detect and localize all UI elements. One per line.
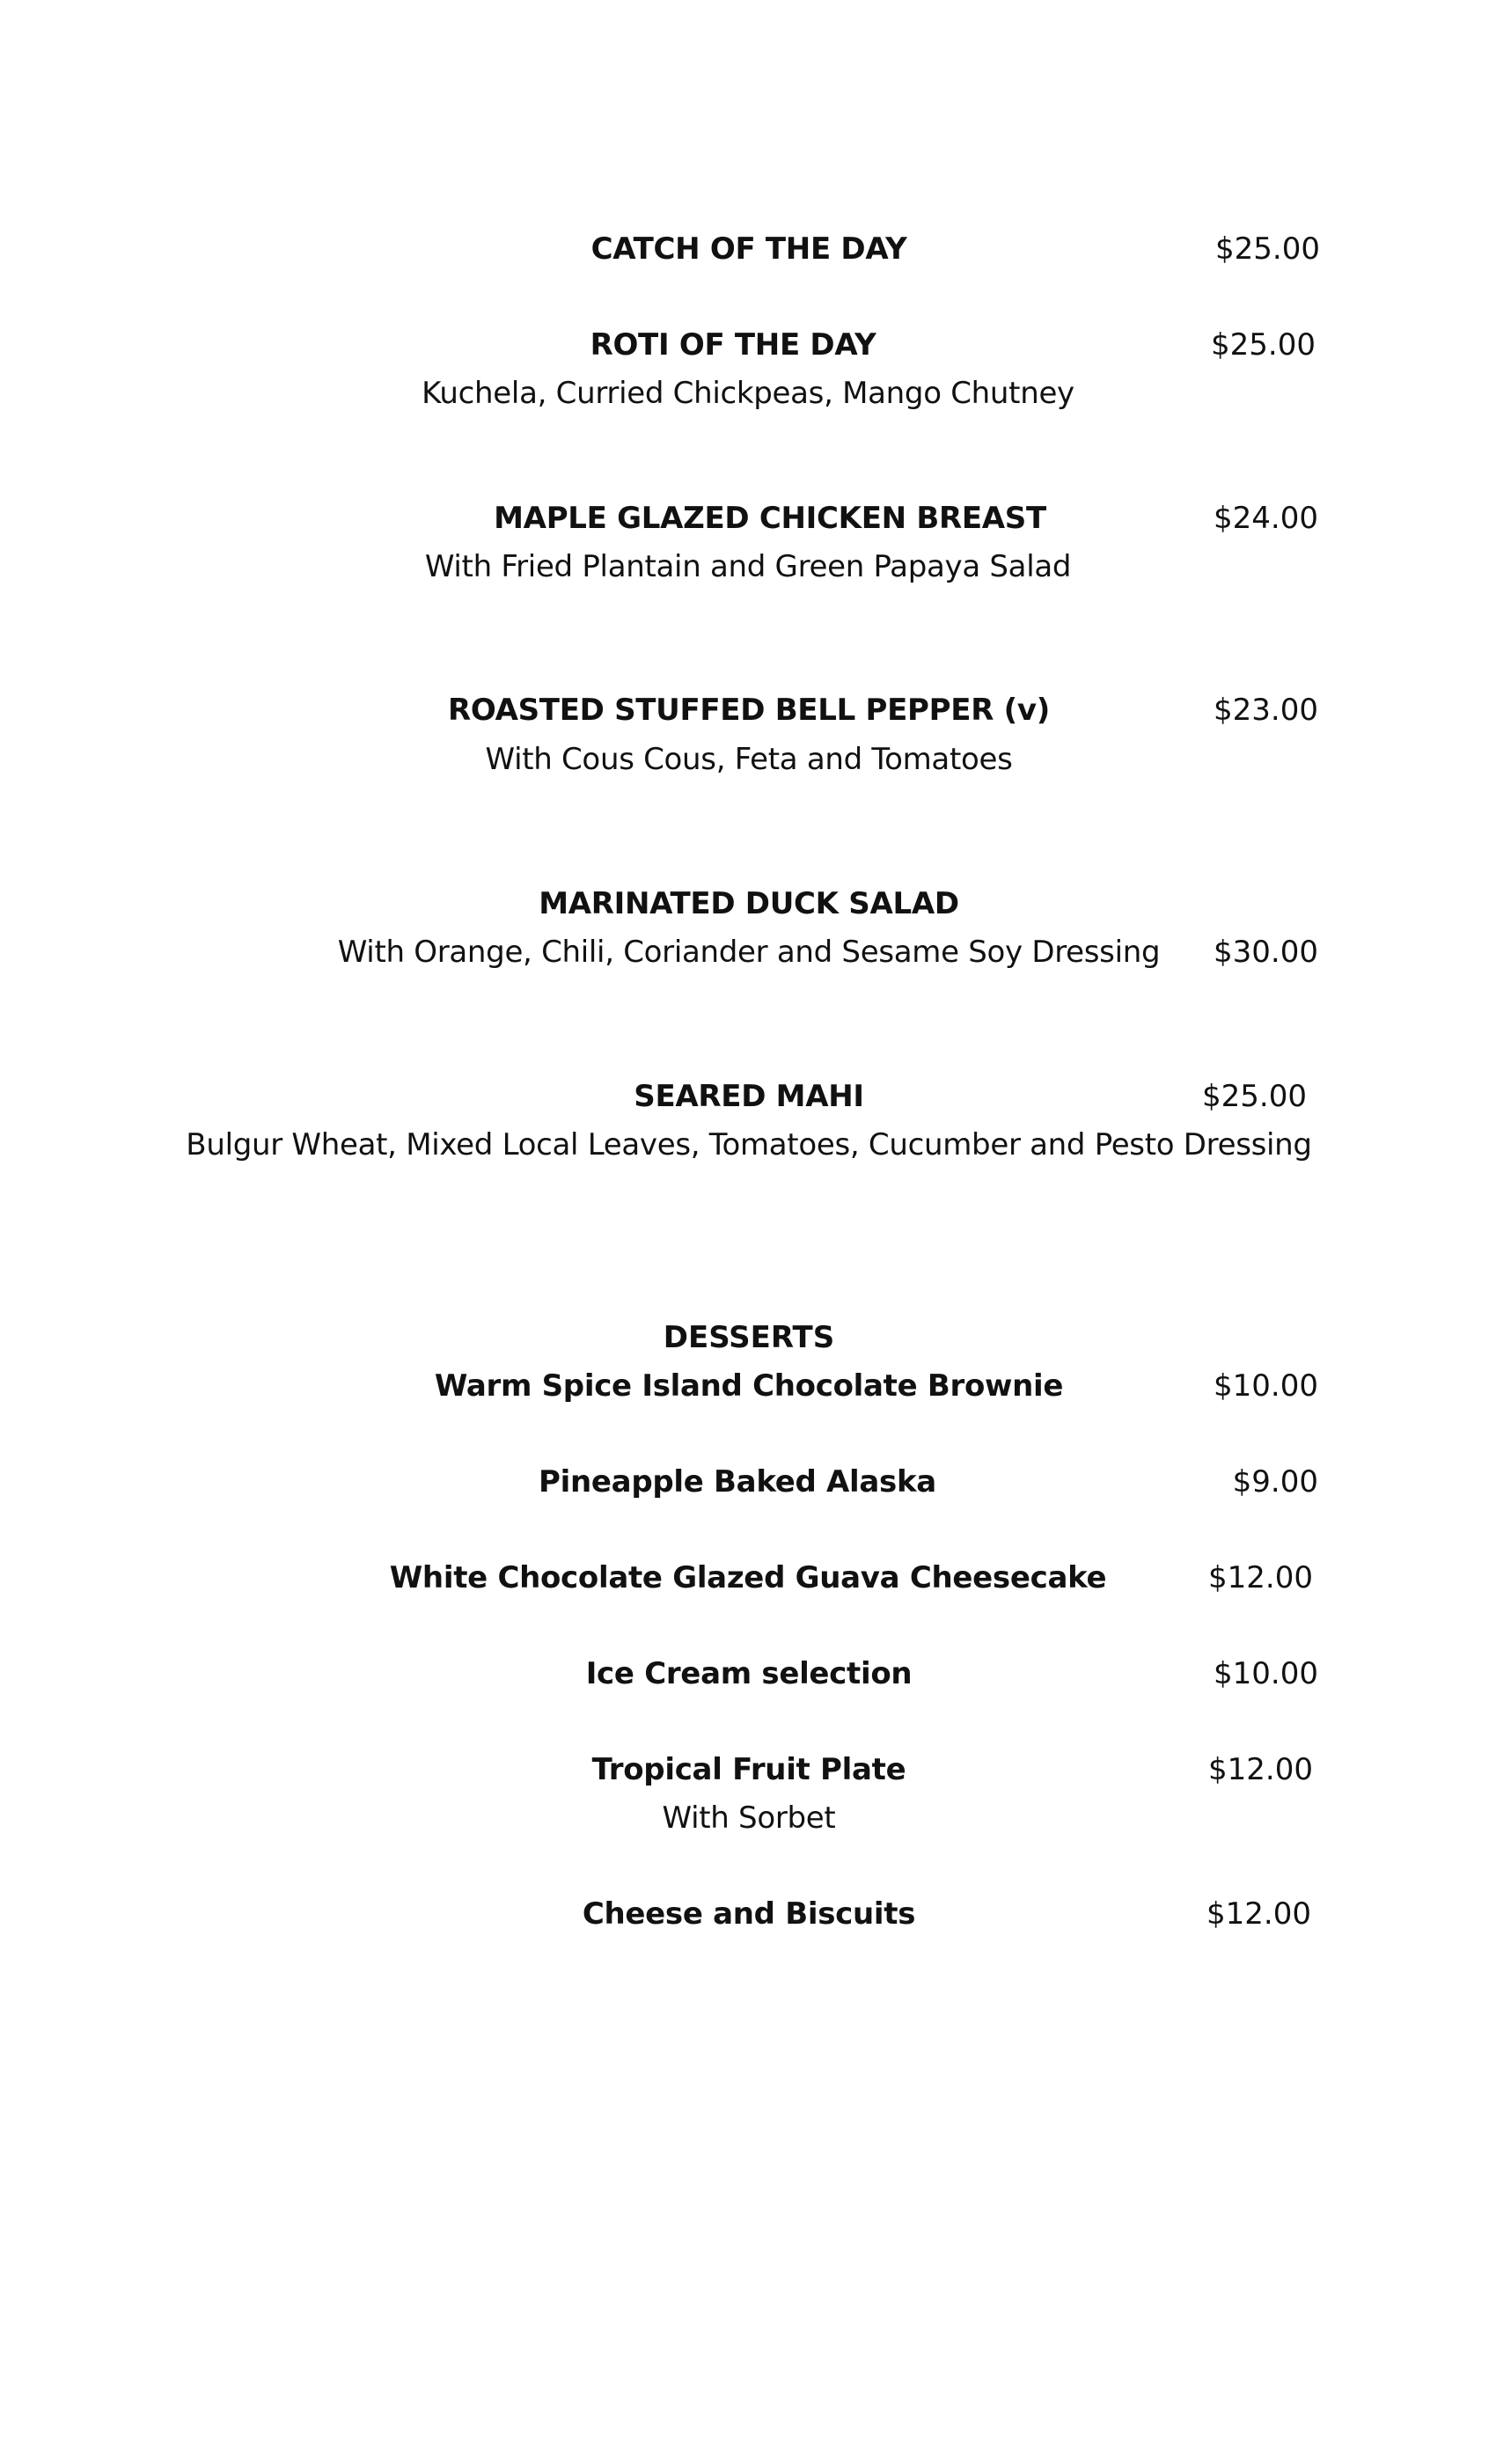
dessert-item-price: $12.00 [1208, 1560, 1313, 1595]
menu-item-name: ROASTED STUFFED BELL PEPPER (v) [448, 693, 1050, 728]
dessert-item-price: $12.00 [1208, 1752, 1313, 1787]
dessert-item-name: Ice Cream selection [585, 1656, 913, 1691]
dessert-item-name: Warm Spice Island Chocolate Brownie [434, 1368, 1064, 1404]
menu-item-price: $25.00 [1211, 327, 1316, 363]
menu-item-name: CATCH OF THE DAY [590, 231, 907, 267]
dessert-item-price: $10.00 [1214, 1368, 1318, 1404]
menu-item-price: $30.00 [1214, 935, 1318, 970]
menu-item-description: Kuchela, Curried Chickpeas, Mango Chutney [422, 376, 1074, 411]
menu-item-description: With Fried Plantain and Green Papaya Salad [424, 549, 1072, 584]
menu-item-name: MAPLE GLAZED CHICKEN BREAST [494, 501, 1046, 536]
menu-item-description: Bulgur Wheat, Mixed Local Leaves, Tomatoes, Cucumber and Pesto Dressing [186, 1127, 1312, 1162]
dessert-item-price: $12.00 [1206, 1896, 1311, 1932]
dessert-item-name: Cheese and Biscuits [582, 1896, 916, 1932]
menu-item-description: With Orange, Chili, Coriander and Sesame Soy Dressing [337, 935, 1161, 970]
menu-item-name: MARINATED DUCK SALAD [539, 886, 959, 921]
dessert-item-name: White Chocolate Glazed Guava Cheesecake [389, 1560, 1107, 1595]
dessert-item-price: $9.00 [1232, 1464, 1318, 1500]
dessert-item-name: Tropical Fruit Plate [591, 1752, 906, 1787]
menu-item-price: $23.00 [1214, 693, 1318, 728]
dessert-item-name: Pineapple Baked Alaska [539, 1464, 936, 1500]
section-heading: DESSERTS [663, 1320, 835, 1355]
menu-item-name: ROTI OF THE DAY [590, 327, 876, 363]
menu-item-description: With Cous Cous, Feta and Tomatoes [485, 742, 1013, 777]
menu-item-name: SEARED MAHI [634, 1079, 864, 1114]
menu-item-price: $24.00 [1214, 501, 1318, 536]
menu-item-price: $25.00 [1215, 231, 1320, 267]
menu-item-price: $25.00 [1202, 1079, 1307, 1114]
dessert-item-description: With Sorbet [662, 1800, 836, 1836]
dessert-item-price: $10.00 [1214, 1656, 1318, 1691]
